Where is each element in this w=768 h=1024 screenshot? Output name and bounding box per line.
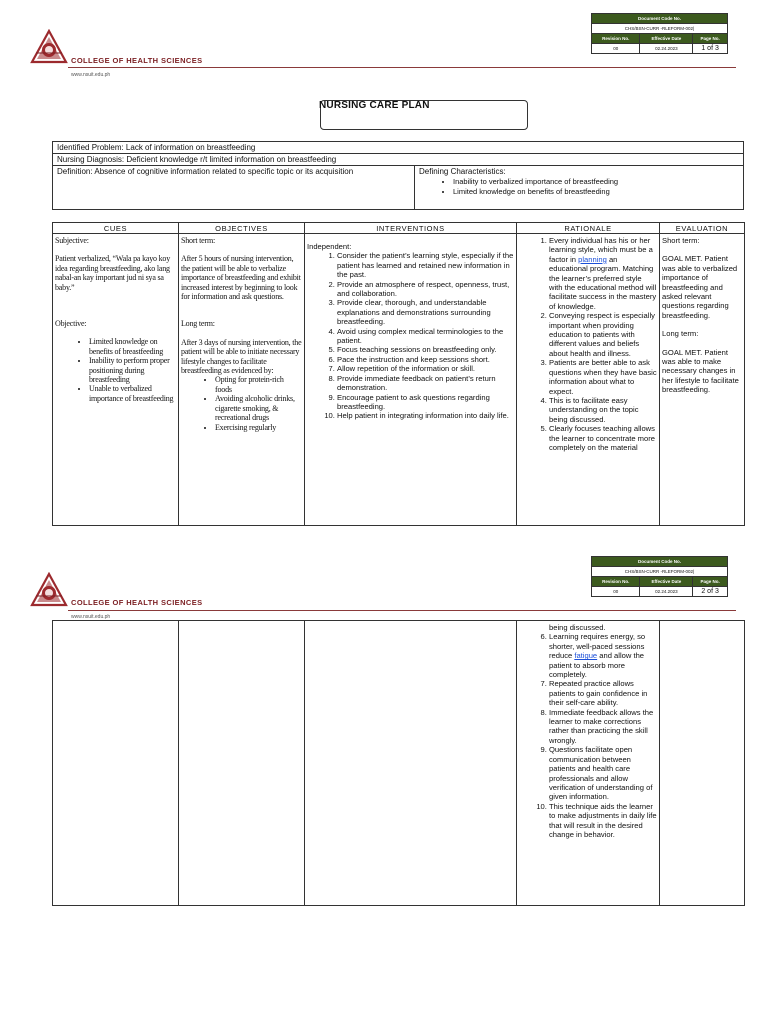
effective-value: 02.24.2023 (640, 587, 693, 597)
cues-cell-empty (53, 621, 179, 906)
eval-long-label: Long term: (662, 329, 699, 339)
revision-label: Revision No. (592, 577, 640, 587)
intervention-item: 6. Pace the instruction and keep sessions short. (337, 355, 514, 364)
intervention-item: 8. Provide immediate feedback on patient’s return demonstration. (337, 374, 514, 393)
problem-box (52, 141, 744, 210)
defining-item: • Limited knowledge on benefits of breastfeeding (453, 187, 739, 197)
revision-label: Revision No. (592, 34, 640, 44)
subjective-label: Subjective: (55, 236, 89, 245)
rationale-item: 10. This technique aids the learner to make adjustments in daily life that will result in the desired change in behavior. (549, 802, 657, 840)
rationale-item: 7. Repeated practice allows patients to gain confidence in their self-care ability. (549, 679, 657, 707)
intervention-item: 5. Focus teaching sessions on breastfeeding only. (337, 345, 514, 354)
rationale-item (549, 236, 657, 311)
doc-code-header: Document Code No. (592, 14, 728, 24)
header-interventions: INTERVENTIONS (305, 223, 517, 234)
evaluation-cell-empty (660, 621, 745, 906)
short-term-objective: After 5 hours of nursing intervention, the patient will be able to verbalize importance of breastfeeding and exhibit increased interest by beginning to look for information and ask questions. (181, 254, 301, 302)
defining-item: • Inability to verbalized importance of breastfeeding (453, 177, 739, 187)
evaluation-cell (660, 234, 745, 526)
doc-code-value: CHS/BSN-CURR -RLEFORM-002| (592, 24, 728, 34)
website-link[interactable]: www.nsuit.edu.ph (71, 72, 111, 78)
effective-value: 02.24.2023 (640, 44, 693, 54)
intervention-item: 4. Avoid using complex medical terminologies to the patient. (337, 327, 514, 346)
header-cues: CUES (53, 223, 179, 234)
rationale-item: 3. Patients are better able to ask questions when they have basic information about what to expect. (549, 358, 657, 396)
header-rationale: RATIONALE (517, 223, 660, 234)
eval-short-text: GOAL MET. Patient was able to verbalized importance of breastfeeding and asked relevant questions regarding breastfeeding. (662, 254, 738, 320)
effective-label: Effective Date (640, 34, 693, 44)
header-objectives: OBJECTIVES (179, 223, 305, 234)
rationale-cell-continued (517, 621, 660, 906)
document-code-box (591, 13, 728, 54)
long-term-label: Long term: (181, 319, 215, 329)
rationale-item (549, 632, 657, 679)
college-logo-icon (30, 29, 68, 67)
rationale-item: 8. Immediate feedback allows the learner to make corrections rather than practicing the skill wrongly. (549, 708, 657, 746)
interventions-cell-empty (305, 621, 517, 906)
definition: Definition: Absence of cognitive information related to specific topic or its acquisition (53, 166, 415, 209)
cues-cell (53, 234, 179, 526)
interventions-cell (305, 234, 517, 526)
rationale-item: 5. Clearly focuses teaching allows the learner to concentrate more completely on the material (549, 424, 657, 452)
doc-code-header: Document Code No. (592, 557, 728, 567)
intervention-item: 2. Provide an atmosphere of respect, openness, trust, and collaboration. (337, 280, 514, 299)
page-number: 2 of 3 (693, 587, 728, 597)
long-term-item: • Opting for protein-rich foods (215, 375, 302, 394)
objectives-cell-empty (179, 621, 305, 906)
care-plan-table (52, 222, 745, 526)
document-code-box (591, 556, 728, 597)
subjective-text: Patient verbalized, “Wala pa kayo koy idea regarding breastfeeding, ako lang nabal-an kay important jud ni sya sa baby.” (55, 254, 171, 292)
long-term-item: • Avoiding alcoholic drinks, cigarette smoking, & recreational drugs (215, 394, 302, 422)
intervention-item: 9. Encourage patient to ask questions regarding breastfeeding. (337, 393, 514, 412)
college-logo-icon (30, 572, 68, 610)
rationale-text: Learning requires energy, so shorter, well-paced sessions reduce (549, 632, 646, 661)
objectives-cell (179, 234, 305, 526)
header-divider (68, 67, 736, 68)
rationale-item: 4. This is to facilitate easy understanding on the topic being discussed. (549, 396, 657, 424)
website-link[interactable]: www.nsuit.edu.ph (71, 614, 111, 620)
rationale-cell (517, 234, 660, 526)
intervention-item: 3. Provide clear, thorough, and understandable explanations and demonstrations surrounding breastfeeding. (337, 298, 514, 326)
effective-label: Effective Date (640, 577, 693, 587)
page-label: Page No. (693, 577, 728, 587)
objective-cue: • Limited knowledge on benefits of breastfeeding (89, 337, 176, 356)
revision-value: 00 (592, 44, 640, 54)
nursing-diagnosis: Nursing Diagnosis: Deficient knowledge r/t limited information on breastfeeding (53, 154, 743, 166)
objective-cue: • Inability to perform proper positioning during breastfeeding (89, 356, 176, 384)
long-term-objective: After 3 days of nursing intervention, the patient will be able to initiate necessary lifestyle changes to facilitate breastfeeding as evidenced by: (181, 337, 302, 376)
short-term-label: Short term: (181, 236, 216, 245)
header-evaluation: EVALUATION (660, 223, 745, 234)
defining-characteristics (415, 166, 743, 209)
rationale-item: 9. Questions facilitate open communication between patients and health care professionals and allow verification of understanding of given information. (549, 745, 657, 801)
intervention-item: 10. Help patient in integrating information into daily life. (337, 411, 514, 420)
planning-link[interactable]: planning (578, 254, 607, 264)
eval-long-text: GOAL MET. Patient was able to make necessary changes in her lifestyle to facilitate breastfeeding. (662, 347, 739, 395)
long-term-item: • Exercising regularly (215, 423, 302, 432)
rationale-item: 2. Conveying respect is especially important when providing education to patients with different values and beliefs about health and illness. (549, 311, 657, 358)
objective-label: Objective: (55, 319, 87, 329)
page-title: NURSING CARE PLAN (319, 100, 430, 111)
objective-cue: • Unable to verbalized importance of breastfeeding (89, 384, 176, 403)
eval-short-label: Short term: (662, 236, 700, 245)
page-number: 1 of 3 (693, 44, 728, 54)
care-plan-table-continued (52, 620, 745, 906)
rationale-text: Every individual has his or her learning style, which must be a factor in (549, 236, 653, 264)
identified-problem: Identified Problem: Lack of information on breastfeeding (53, 142, 743, 154)
intervention-item: 7. Allow repetition of the information or skill. (337, 364, 514, 373)
revision-value: 00 (592, 587, 640, 597)
rationale-text: an educational program. Matching the learner’s preferred style with the educational method will facilitate success in the mastery of knowledge. (549, 254, 657, 311)
college-name: COLLEGE OF HEALTH SCIENCES (71, 56, 203, 65)
doc-code-value: CHS/BSN-CURR -RLEFORM-002| (592, 567, 728, 577)
rationale-continued-text: being discussed. (549, 623, 606, 632)
rationale-text: and allow the patient to absorb more completely. (549, 651, 645, 680)
college-name: COLLEGE OF HEALTH SCIENCES (71, 598, 203, 607)
page-label: Page No. (693, 34, 728, 44)
page-2 (0, 550, 768, 1024)
independent-label: Independent: (307, 242, 352, 251)
header-divider (68, 610, 736, 611)
fatigue-link[interactable]: fatigue (574, 651, 598, 661)
intervention-item: 1. Consider the patient’s learning style, especially if the patient has learned and retained new information in the past. (337, 251, 514, 279)
defining-label: Defining Characteristics: (419, 167, 506, 176)
